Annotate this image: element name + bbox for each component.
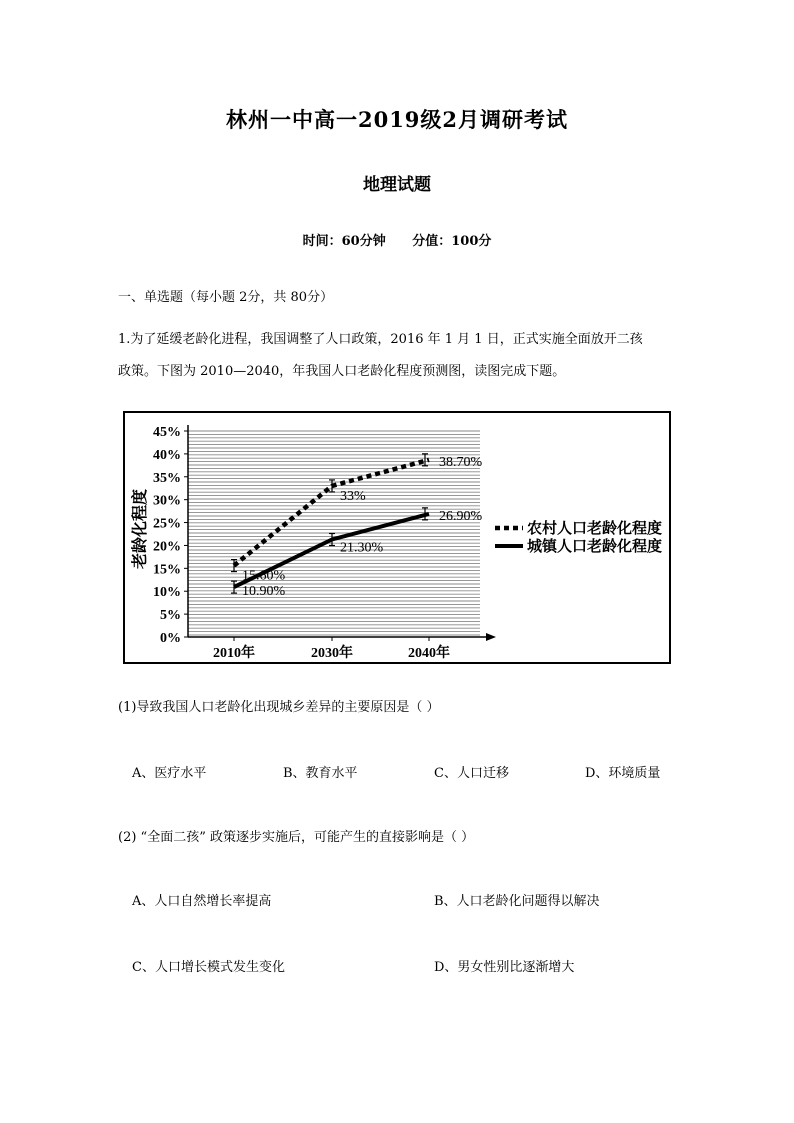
x-tick-label: 2040年 (408, 646, 450, 661)
y-axis-label: 老龄化程度 (132, 488, 149, 570)
sub-question-2-option-a[interactable]: A、人口自然增长率提高 (132, 894, 272, 909)
sub-question-1-prompt: (1)导致我国人口老龄化出现城乡差异的主要原因是（ ） (118, 700, 440, 715)
aging-forecast-chart (123, 411, 671, 664)
y-tick-label: 40% (153, 447, 181, 463)
legend-label: 城镇人口老龄化程度 (527, 539, 663, 555)
y-tick-label: 15% (153, 562, 181, 578)
y-tick-label: 30% (153, 493, 181, 509)
sub-question-1-option-b[interactable]: B、教育水平 (283, 766, 358, 781)
y-tick-label: 35% (153, 470, 181, 486)
exam-time: 时间：60分钟 (302, 234, 386, 249)
sub-question-2-option-c[interactable]: C、人口增长模式发生变化 (132, 960, 285, 975)
x-tick-label: 2030年 (311, 646, 353, 661)
data-label: 38.70% (439, 454, 483, 470)
data-label: 21.30% (340, 540, 384, 556)
y-tick-label: 20% (153, 539, 181, 555)
sub-question-2-prompt: (2) “全面二孩” 政策逐步实施后，可能产生的直接影响是（ ） (118, 830, 475, 845)
y-tick-label: 10% (153, 585, 181, 601)
x-tick-label: 2010年 (213, 646, 255, 661)
sub-question-1-option-c[interactable]: C、人口迁移 (434, 766, 509, 781)
sub-question-2-option-b[interactable]: B、人口老龄化问题得以解决 (434, 894, 600, 909)
y-tick-label: 25% (153, 516, 181, 532)
sub-question-1-option-a[interactable]: A、医疗水平 (132, 766, 207, 781)
y-tick-label: 45% (153, 425, 181, 440)
exam-title: 林州一中高一2019级2月调研考试 (225, 107, 569, 132)
subject-title: 地理试题 (363, 175, 431, 195)
data-label: 15.60% (242, 568, 286, 584)
data-label: 10.90% (242, 584, 286, 600)
question-1-stem (118, 324, 688, 388)
y-tick-label: 5% (160, 608, 181, 624)
question-1-stem-line-2: 政策。下图为 2010—2040，年我国人口老龄化程度预测图，读图完成下题。 (118, 364, 566, 379)
exam-info (0, 230, 794, 249)
section-heading: 一、单选题（每小题 2分，共 80分） (118, 290, 334, 305)
data-label: 26.90% (439, 508, 483, 524)
legend-label: 农村人口老龄化程度 (527, 521, 663, 537)
question-1-stem-line-1: 1.为了延缓老龄化进程，我国调整了人口政策，2016 年 1 月 1 日，正式实施全面放开二孩 (118, 332, 643, 347)
chart-frame (124, 412, 670, 663)
data-label: 33% (340, 488, 366, 504)
sub-question-1-option-d[interactable]: D、环境质量 (585, 766, 661, 781)
y-tick-label: 0% (160, 631, 181, 646)
exam-score: 分值：100分 (412, 234, 492, 249)
sub-question-2-option-d[interactable]: D、男女性别比逐渐增大 (434, 960, 575, 975)
